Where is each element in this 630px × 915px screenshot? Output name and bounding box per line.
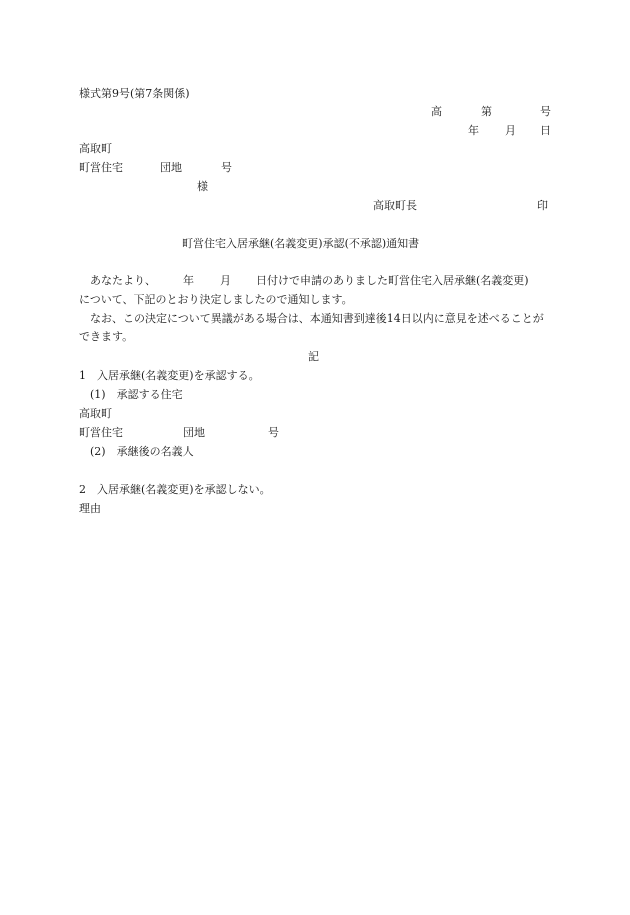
item-2-deny: 2 入居承継(名義変更)を承認しない。 (79, 483, 271, 496)
document-title: 町営住宅入居承継(名義変更)承認(不承認)通知書 (182, 237, 420, 250)
form-number: 様式第9号(第7条関係) (79, 87, 190, 100)
ki-heading: 記 (308, 350, 319, 363)
seal-mark: 印 (537, 199, 548, 212)
item-1-approve: 1 入居承継(名義変更)を承認する。 (79, 369, 260, 382)
body-line-2: について、下記のとおり決定しましたので通知します。 (79, 293, 353, 306)
recipient-honorific: 様 (197, 180, 208, 193)
notice-document: 様式第9号(第7条関係) 高 第 号 年 月 日 高取町 町営住宅 団地 号 様 高取町長 印 町営住宅入居承継(名義変更)承認(不承認)通知書 あなたより、 年 月 日付けで申請のありました町営住宅入居承継(名義変更) について、下記のとおり決定しましたので通知します。 なお、この決定について異議がある場合は、本通知書到達後14日以内に意見を述べることができます。 記 1 入居承継(名義変更)を承認する。 (1) 承認する住宅 高取町 町営住宅 団地 号 (2) 承継後の名義人 2 入居承継(名義変更)を承認しない。 理由 (79, 87, 551, 515)
item-2-reason: 理由 (79, 502, 101, 515)
objection-paragraph: なお、この決定について異議がある場合は、本通知書到達後14日以内に意見を述べることができます。 (79, 312, 544, 343)
item-1-sub-2: (2) 承継後の名義人 (90, 445, 194, 458)
item-1-sub-1: (1) 承認する住宅 (90, 388, 183, 401)
item-1-town: 高取町 (79, 407, 112, 420)
issuer-name: 高取町長 (373, 199, 417, 212)
recipient-town: 高取町 (79, 142, 112, 155)
